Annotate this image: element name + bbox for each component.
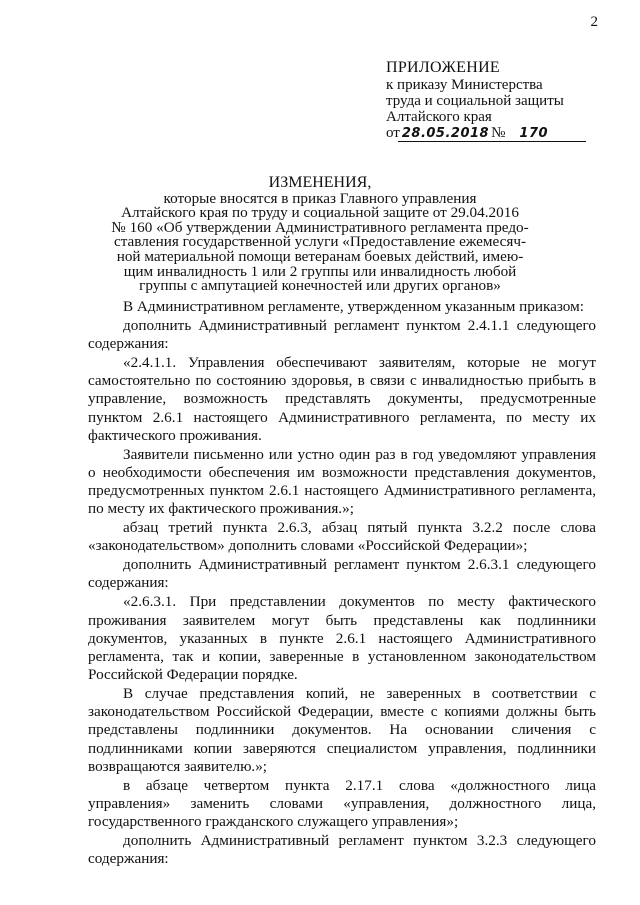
order-date-handwritten: 28.05.2018 [401,126,490,141]
page-number: 2 [590,14,598,30]
body-paragraph: в абзаце четвертом пункта 2.17.1 слова «должностного лица управления» заменить словами «управления, должностного лица, государственного гражданского служащего управления»; [88,776,596,831]
document-heading [70,176,570,294]
body-paragraph: дополнить Административный регламент пунктом 2.4.1.1 следующего содержания: [88,316,596,353]
appendix-block [386,60,586,142]
heading-title: ИЗМЕНЕНИЯ, [268,174,372,191]
appendix-title: ПРИЛОЖЕНИЕ [386,59,501,76]
body-paragraph: дополнить Административный регламент пунктом 3.2.3 следующего содержания: [88,832,596,868]
appendix-line-3: Алтайского края [386,109,492,125]
heading-line: ставления государственной услуги «Предоставление ежемесяч- [113,233,527,251]
appendix-line-1: к приказу Министерства [386,77,543,93]
order-date-line [386,125,586,142]
document-body [88,298,596,869]
body-paragraph: «2.4.1.1. Управления обеспечивают заявителям, которые не могут самостоятельно по состоянию здоровья, в связи с инвалидностью прибыть в управление, возможность представлять документы, предусмотренные пунктом 2.6.1 настоящего Административного регламента, по месту их фактического проживания. [88,353,596,444]
date-prefix: от [386,125,400,141]
body-paragraph: В случае представления копий, не заверенных в соответствии с законодательством Российской Федерации, вместе с копиями должны быть представлены подлинники документов. На основании сличения с подлинниками копии заверяются специалистом управления, подлинники возвращаются заявителю.»; [88,685,596,775]
heading-line: щим инвалидность 1 или 2 группы или инвалидность любой [123,262,517,280]
date-underline [398,141,586,142]
order-number-handwritten: 170 [519,126,549,141]
body-paragraph: «2.6.3.1. При представлении документов по месту фактического проживания заявителем могут быть представлены как подлинники документов, указанных в пункте 2.6.1 настоящего Административного регламента, так и копии, заверенные в установленном законодательством Российской Федерации порядке. [88,593,596,684]
heading-line: которые вносятся в приказ Главного управления [163,189,477,207]
heading-line: Алтайского края по труду и социальной защите от 29.04.2016 [121,204,519,222]
heading-line: ной материальной помощи ветеранам боевых действий, имею- [116,247,524,265]
number-prefix: № [491,125,506,141]
body-paragraph: дополнить Административный регламент пунктом 2.6.3.1 следующего содержания: [88,556,596,592]
body-paragraph: абзац третий пункта 2.6.3, абзац пятый пункта 3.2.2 после слова «законодательством» дополнить словами «Российской Федерации»; [88,519,596,555]
body-paragraph: Заявители письменно или устно один раз в год уведомляют управления о необходимости обеспечения им возможности представления документов, предусмотренных пунктом 2.6.1 настоящего Административного регламента, по месту их фактического проживания.»; [88,445,596,518]
body-paragraph: В Административном регламенте, утвержденном указанным приказом: [123,298,584,315]
appendix-line-2: труда и социальной защиты [386,93,564,109]
heading-line: № 160 «Об утверждении Административного регламента предо- [111,218,529,236]
heading-line: группы с ампутацией конечностей или других органов» [139,277,501,295]
